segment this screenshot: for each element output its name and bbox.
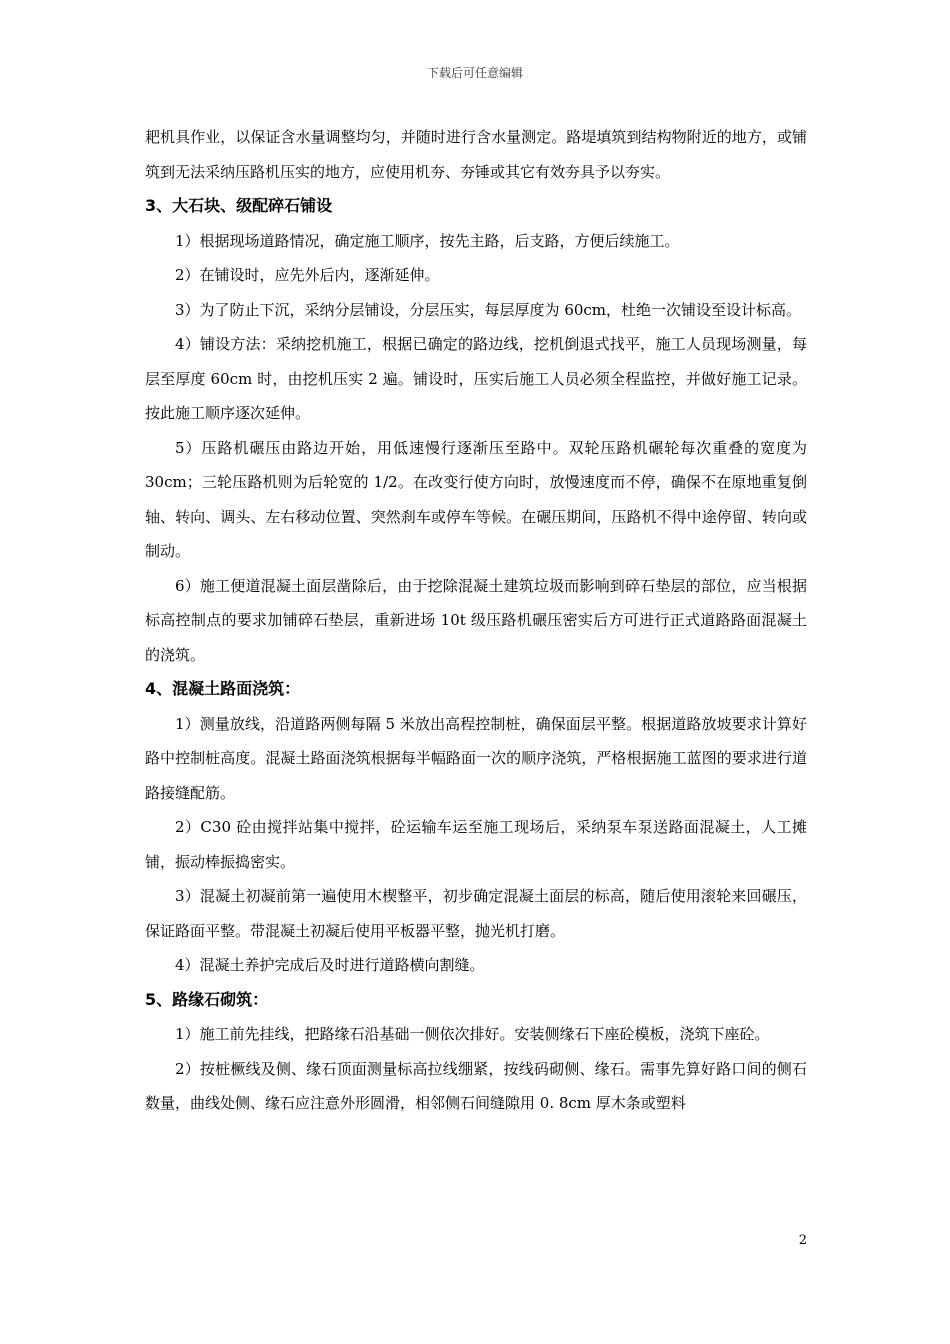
paragraph: 6）施工便道混凝土面层凿除后，由于挖除混凝土建筑垃圾而影响到碎石垫层的部位，应当根据标高控制点的要求加铺碎石垫层，重新进场 10t 级压路机碾压密实后方可进行正式道路路面混凝土的浇筑。 xyxy=(145,576,807,664)
paragraph: 2）C30 砼由搅拌站集中搅拌，砼运输车运至施工现场后，采纳泵车泵送路面混凝土，人工摊铺，振动棒振捣密实。 xyxy=(145,818,807,871)
paragraph: 1）测量放线，沿道路两侧每隔 5 米放出高程控制桩，确保面层平整。根据道路放坡要求计算好路中控制桩高度。混凝土路面浇筑根据每半幅路面一次的顺序浇筑，严格根据施工蓝图的要求进行道路接缝配筋。 xyxy=(145,714,807,802)
paragraph: 2）按桩橛线及侧、缘石顶面测量标高拉线绷紧，按线码砌侧、缘石。需事先算好路口间的侧石数量，曲线处侧、缘石应注意外形圆滑，相邻侧石间缝隙用 0. 8cm 厚木条或塑料 xyxy=(145,1059,807,1112)
paragraph: 4）混凝土养护完成后及时进行道路横向割缝。 xyxy=(175,956,485,974)
paragraph: 2）在铺设时，应先外后内，逐渐延伸。 xyxy=(175,266,440,284)
page-number: 2 xyxy=(798,1233,807,1248)
paragraph: 3）为了防止下沉，采纳分层铺设，分层压实，每层厚度为 60cm，杜绝一次铺设至设计标高。 xyxy=(175,300,802,319)
document-body xyxy=(145,120,807,1121)
paragraph: 4）铺设方法：采纳挖机施工，根据已确定的路边线，挖机倒退式找平，施工人员现场测量，每层至厚度 60cm 时，由挖机压实 2 遍。铺设时，压实后施工人员必须全程监控，并做好施工记录。按此施工顺序逐次延伸。 xyxy=(145,335,807,422)
paragraph: 1）根据现场道路情况，确定施工顺序，按先主路，后支路，方便后续施工。 xyxy=(175,231,680,250)
paragraph: 3）混凝土初凝前第一遍使用木楔整平，初步确定混凝土面层的标高，随后使用滚轮来回碾压，保证路面平整。带混凝土初凝后使用平板器平整，抛光机打磨。 xyxy=(145,887,807,940)
section-heading: 4、混凝土路面浇筑： xyxy=(145,679,301,698)
paragraph: 5）压路机碾压由路边开始，用低速慢行逐渐压至路中。双轮压路机碾轮每次重叠的宽度为 30cm；三轮压路机则为后轮宽的 1/2。在改变行使方向时，放慢速度而不停，确保不在原地重复倒轴、转向、调头、左右移动位置、突然刹车或停车等候。在碾压期间，压路机不得中途停留、转向或制动。 xyxy=(145,438,807,560)
section-heading: 3、大石块、级配碎石铺设 xyxy=(145,196,333,215)
section-heading: 5、路缘石砌筑： xyxy=(145,989,269,1009)
page-header: 下载后可任意编辑 xyxy=(426,66,523,80)
paragraph: 1）施工前先挂线，把路缘石沿基础一侧依次排好。安装侧缘石下座砼模板，浇筑下座砼。 xyxy=(175,1025,770,1043)
paragraph: 耙机具作业，以保证含水量调整均匀，并随时进行含水量测定。路堤填筑到结构物附近的地方，或铺筑到无法采纳压路机压实的地方，应使用机夯、夯锤或其它有效夯具予以夯实。 xyxy=(145,128,807,181)
